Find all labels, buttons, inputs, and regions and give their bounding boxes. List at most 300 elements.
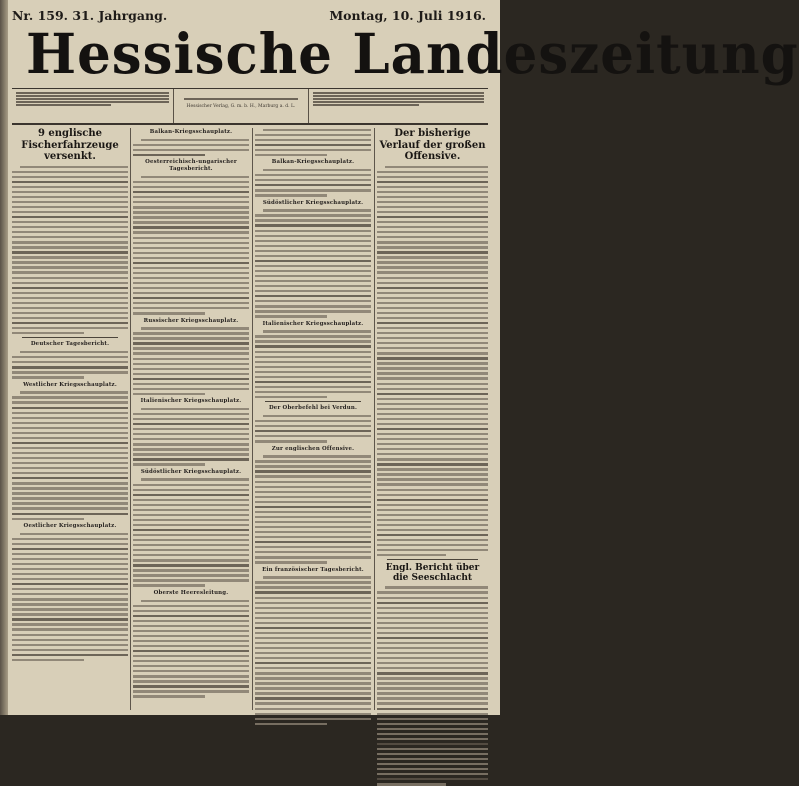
text-line — [133, 186, 249, 188]
text-line — [133, 267, 249, 269]
text-line — [377, 171, 488, 173]
issue-date: Montag, 10. Juli 1916. — [329, 7, 486, 23]
text-line — [12, 437, 128, 439]
text-line — [133, 665, 249, 667]
text-line — [255, 556, 371, 558]
text-line — [133, 252, 249, 254]
text-line — [12, 287, 128, 289]
text-line — [377, 196, 488, 198]
text-line — [12, 608, 128, 610]
text-line — [12, 246, 128, 248]
text-line — [12, 277, 128, 279]
text-line — [255, 521, 371, 523]
text-line — [255, 250, 371, 252]
text-line — [133, 191, 249, 193]
text-line — [255, 270, 371, 272]
text-line — [133, 650, 249, 652]
text-line — [377, 408, 488, 410]
text-line — [133, 630, 249, 632]
text-line — [133, 423, 249, 425]
text-line — [12, 573, 128, 575]
text-line — [377, 327, 488, 329]
text-line — [255, 501, 371, 503]
text-line — [255, 602, 371, 604]
text-line — [133, 297, 249, 299]
text-line — [12, 292, 128, 294]
text-line — [133, 584, 205, 586]
text-line — [12, 422, 128, 424]
text-line — [133, 453, 249, 455]
text-line — [12, 221, 128, 223]
text-line — [255, 516, 371, 518]
text-line — [255, 667, 371, 669]
text-line — [12, 507, 128, 509]
text-line — [20, 533, 128, 535]
text-line — [133, 277, 249, 279]
text-line — [377, 206, 488, 208]
text-line — [133, 272, 249, 274]
text-line — [133, 695, 205, 697]
subscription-info — [12, 89, 173, 123]
text-line — [12, 558, 128, 560]
text-line — [12, 171, 128, 173]
text-line — [133, 247, 249, 249]
article-text-block — [12, 391, 128, 519]
text-line — [255, 677, 371, 679]
text-line — [255, 647, 371, 649]
section-heading: Oesterreichisch-ungarischer Tagesbericht. — [145, 159, 237, 173]
text-line — [255, 531, 371, 533]
issue-number: Nr. 159. 31. Jahrgang. — [12, 7, 168, 23]
text-line — [255, 386, 371, 388]
text-line — [12, 603, 128, 605]
text-line — [12, 401, 128, 403]
text-line — [133, 226, 249, 228]
text-line — [255, 300, 371, 302]
text-line — [133, 544, 249, 546]
text-line — [377, 362, 488, 364]
text-line — [133, 413, 249, 415]
article-text-block — [12, 351, 128, 379]
text-line — [255, 561, 327, 563]
text-line — [255, 496, 371, 498]
text-line — [12, 327, 128, 329]
text-line — [133, 579, 249, 581]
text-line — [12, 654, 128, 656]
text-line — [12, 206, 128, 208]
text-line — [255, 657, 371, 659]
text-line — [255, 290, 371, 292]
text-line — [255, 723, 327, 725]
text-line — [133, 690, 249, 692]
text-line — [377, 256, 488, 258]
text-line — [255, 526, 371, 528]
text-line — [377, 637, 488, 639]
text-line — [141, 478, 249, 480]
column-4-headline: Der bisherige Verlauf der großen Offensive. — [379, 128, 486, 162]
text-line — [133, 358, 249, 360]
text-line — [255, 586, 371, 588]
text-line — [377, 403, 488, 405]
text-line — [12, 312, 128, 314]
text-line — [377, 423, 488, 425]
text-line — [12, 201, 128, 203]
text-line — [377, 468, 488, 470]
text-line — [377, 602, 488, 604]
section-heading: Oestlicher Kriegsschauplatz. — [23, 522, 117, 529]
text-line — [377, 287, 488, 289]
text-line — [377, 697, 488, 699]
text-line — [377, 226, 488, 228]
text-line — [12, 322, 128, 324]
text-line — [255, 295, 371, 297]
section-heading: Der Oberbefehl bei Verdun. — [268, 405, 358, 412]
text-line — [12, 644, 128, 646]
text-line — [377, 453, 488, 455]
text-line — [263, 455, 371, 457]
text-line — [133, 221, 249, 223]
section-heading: Russischer Kriegsschauplatz. — [143, 317, 239, 324]
text-line — [12, 452, 128, 454]
text-line — [12, 497, 128, 499]
text-line — [20, 391, 128, 393]
article-text-block — [133, 139, 249, 156]
text-line — [12, 578, 128, 580]
text-line — [12, 226, 128, 228]
text-line — [133, 494, 249, 496]
text-line — [377, 622, 488, 624]
text-line — [255, 672, 371, 674]
text-line — [133, 605, 249, 607]
text-line — [133, 383, 249, 385]
text-line — [12, 593, 128, 595]
text-line — [12, 231, 128, 233]
text-line — [377, 632, 488, 634]
text-line — [377, 489, 488, 491]
text-line — [255, 265, 371, 267]
text-line — [133, 610, 249, 612]
text-line — [255, 425, 371, 427]
text-line — [133, 257, 249, 259]
text-line — [255, 280, 371, 282]
text-line — [255, 687, 371, 689]
text-line — [263, 129, 371, 131]
text-line — [133, 675, 249, 677]
text-line — [133, 448, 249, 450]
text-line — [255, 351, 371, 353]
text-line — [12, 518, 84, 520]
text-line — [377, 448, 488, 450]
article-text-block — [133, 600, 249, 698]
text-line — [377, 428, 488, 430]
text-line — [377, 702, 488, 704]
text-line — [377, 529, 488, 531]
text-line — [255, 465, 371, 467]
text-line — [133, 373, 249, 375]
text-line — [377, 738, 488, 740]
text-line — [377, 377, 488, 379]
text-line — [255, 692, 371, 694]
text-line — [133, 363, 249, 365]
text-line — [385, 166, 488, 168]
text-line — [377, 342, 488, 344]
section-heading: Balkan-Kriegsschauplatz. — [271, 159, 355, 166]
text-line — [377, 418, 488, 420]
text-line — [377, 672, 488, 674]
text-line — [12, 332, 84, 334]
text-line — [255, 139, 371, 141]
text-line — [255, 662, 371, 664]
text-line — [133, 342, 249, 344]
text-line — [12, 297, 128, 299]
text-line — [12, 271, 128, 273]
text-line — [12, 181, 128, 183]
text-line — [12, 563, 128, 565]
text-line — [377, 438, 488, 440]
text-line — [377, 393, 488, 395]
text-line — [377, 186, 488, 188]
text-line — [20, 166, 128, 168]
text-line — [255, 652, 371, 654]
text-line — [255, 435, 371, 437]
page-binding-edge — [0, 0, 8, 715]
text-line — [377, 388, 488, 390]
text-line — [133, 388, 249, 390]
text-line — [377, 261, 488, 263]
article-text-block — [377, 586, 488, 785]
text-line — [12, 417, 128, 419]
text-line — [133, 625, 249, 627]
text-line — [133, 443, 249, 445]
text-line — [377, 657, 488, 659]
text-line — [377, 332, 488, 334]
text-line — [377, 753, 488, 755]
text-line — [255, 622, 371, 624]
text-line — [255, 506, 371, 508]
text-line — [377, 443, 488, 445]
text-line — [12, 186, 128, 188]
text-line — [377, 743, 488, 745]
section-heading: Italienischer Kriegsschauplatz. — [140, 398, 242, 405]
text-line — [141, 600, 249, 602]
article-text-block — [255, 209, 371, 317]
text-line — [12, 513, 128, 515]
text-line — [377, 241, 488, 243]
text-line — [377, 723, 488, 725]
text-line — [377, 413, 488, 415]
text-line — [133, 645, 249, 647]
text-line — [141, 139, 249, 141]
text-line — [377, 246, 488, 248]
text-line — [255, 361, 371, 363]
newspaper-title: Hessische Landeszeitung — [26, 21, 799, 87]
text-line — [255, 174, 371, 176]
article-text-block — [133, 478, 249, 586]
column-4 — [377, 126, 488, 712]
text-line — [377, 494, 488, 496]
section-heading: Südöstlicher Kriegsschauplatz. — [262, 199, 364, 206]
text-line — [255, 235, 371, 237]
text-line — [377, 677, 488, 679]
text-line — [133, 428, 249, 430]
text-line — [255, 627, 371, 629]
text-line — [255, 315, 327, 317]
text-line — [12, 427, 128, 429]
text-line — [133, 574, 249, 576]
text-line — [263, 330, 371, 332]
text-line — [133, 433, 249, 435]
text-line — [133, 458, 249, 460]
text-line — [12, 472, 128, 474]
text-line — [133, 287, 249, 289]
text-line — [133, 332, 249, 334]
text-line — [133, 499, 249, 501]
text-line — [133, 519, 249, 521]
text-line — [12, 467, 128, 469]
text-line — [12, 302, 128, 304]
text-line — [133, 393, 205, 395]
text-line — [377, 463, 488, 465]
text-line — [377, 317, 488, 319]
text-line — [255, 430, 371, 432]
text-line — [133, 554, 249, 556]
text-line — [133, 635, 249, 637]
text-line — [133, 463, 205, 465]
text-line — [377, 307, 488, 309]
text-line — [385, 586, 488, 588]
text-line — [377, 758, 488, 760]
text-line — [377, 216, 488, 218]
text-line — [377, 667, 488, 669]
section-heading: Balkan-Kriegsschauplatz. — [149, 129, 233, 135]
text-line — [133, 307, 249, 309]
text-line — [377, 748, 488, 750]
advertising-info — [309, 89, 488, 123]
text-line — [255, 340, 371, 342]
text-line — [377, 433, 488, 435]
text-line — [133, 640, 249, 642]
text-line — [255, 420, 371, 422]
column-4-second-headline: Engl. Bericht über die Seeschlacht — [385, 563, 480, 584]
text-line — [12, 307, 128, 309]
text-line — [133, 368, 249, 370]
section-heading: Oberste Heeresleitung. — [153, 589, 229, 596]
text-line — [377, 266, 488, 268]
text-line — [377, 554, 446, 556]
text-line — [133, 337, 249, 339]
text-line — [133, 201, 249, 203]
text-line — [377, 728, 488, 730]
text-line — [255, 460, 371, 462]
text-line — [12, 216, 128, 218]
text-line — [255, 189, 371, 191]
text-line — [377, 322, 488, 324]
text-line — [377, 509, 488, 511]
text-line — [141, 327, 249, 329]
article-text-block — [255, 455, 371, 563]
article-text-block — [255, 576, 371, 725]
text-line — [12, 613, 128, 615]
text-line — [377, 773, 488, 775]
text-line — [133, 534, 249, 536]
text-line — [133, 489, 249, 491]
text-line — [133, 242, 249, 244]
text-line — [12, 482, 128, 484]
text-line — [255, 230, 371, 232]
text-line — [377, 282, 488, 284]
text-line — [133, 302, 249, 304]
text-line — [263, 209, 371, 211]
text-line — [255, 356, 371, 358]
text-line — [12, 432, 128, 434]
text-line — [377, 539, 488, 541]
text-line — [12, 487, 128, 489]
text-line — [377, 617, 488, 619]
text-line — [255, 491, 371, 493]
text-line — [377, 763, 488, 765]
text-line — [255, 154, 327, 156]
text-line — [377, 302, 488, 304]
text-line — [12, 538, 128, 540]
text-line — [255, 391, 371, 393]
text-line — [133, 615, 249, 617]
text-line — [377, 718, 488, 720]
text-line — [133, 484, 249, 486]
publisher-line: Hessischer Verlag, G. m. b. H., Marburg a. d. L. — [186, 103, 296, 109]
text-line — [377, 352, 488, 354]
text-line — [12, 639, 128, 641]
text-line — [12, 659, 84, 661]
text-line — [12, 266, 128, 268]
text-line — [255, 682, 371, 684]
text-line — [12, 176, 128, 178]
text-line — [377, 642, 488, 644]
text-line — [133, 438, 249, 440]
text-line — [377, 292, 488, 294]
text-line — [133, 418, 249, 420]
text-line — [377, 191, 488, 193]
text-line — [255, 597, 371, 599]
text-line — [255, 440, 327, 442]
text-line — [133, 347, 249, 349]
text-line — [377, 236, 488, 238]
text-line — [12, 317, 128, 319]
text-line — [377, 647, 488, 649]
text-line — [255, 179, 371, 181]
text-line — [377, 612, 488, 614]
text-line — [255, 481, 371, 483]
text-line — [263, 415, 371, 417]
text-line — [255, 381, 371, 383]
text-line — [12, 543, 128, 545]
text-line — [12, 211, 128, 213]
text-line — [255, 376, 371, 378]
text-line — [133, 524, 249, 526]
section-heading: Westlicher Kriegsschauplatz. — [23, 381, 117, 388]
text-line — [12, 628, 128, 630]
text-line — [255, 697, 371, 699]
publisher-info — [173, 89, 309, 123]
text-line — [255, 224, 371, 226]
article-text-block — [12, 533, 128, 661]
text-line — [12, 548, 128, 550]
text-line — [377, 201, 488, 203]
text-line — [377, 733, 488, 735]
text-line — [377, 337, 488, 339]
text-line — [133, 620, 249, 622]
text-line — [377, 783, 446, 785]
text-line — [377, 458, 488, 460]
